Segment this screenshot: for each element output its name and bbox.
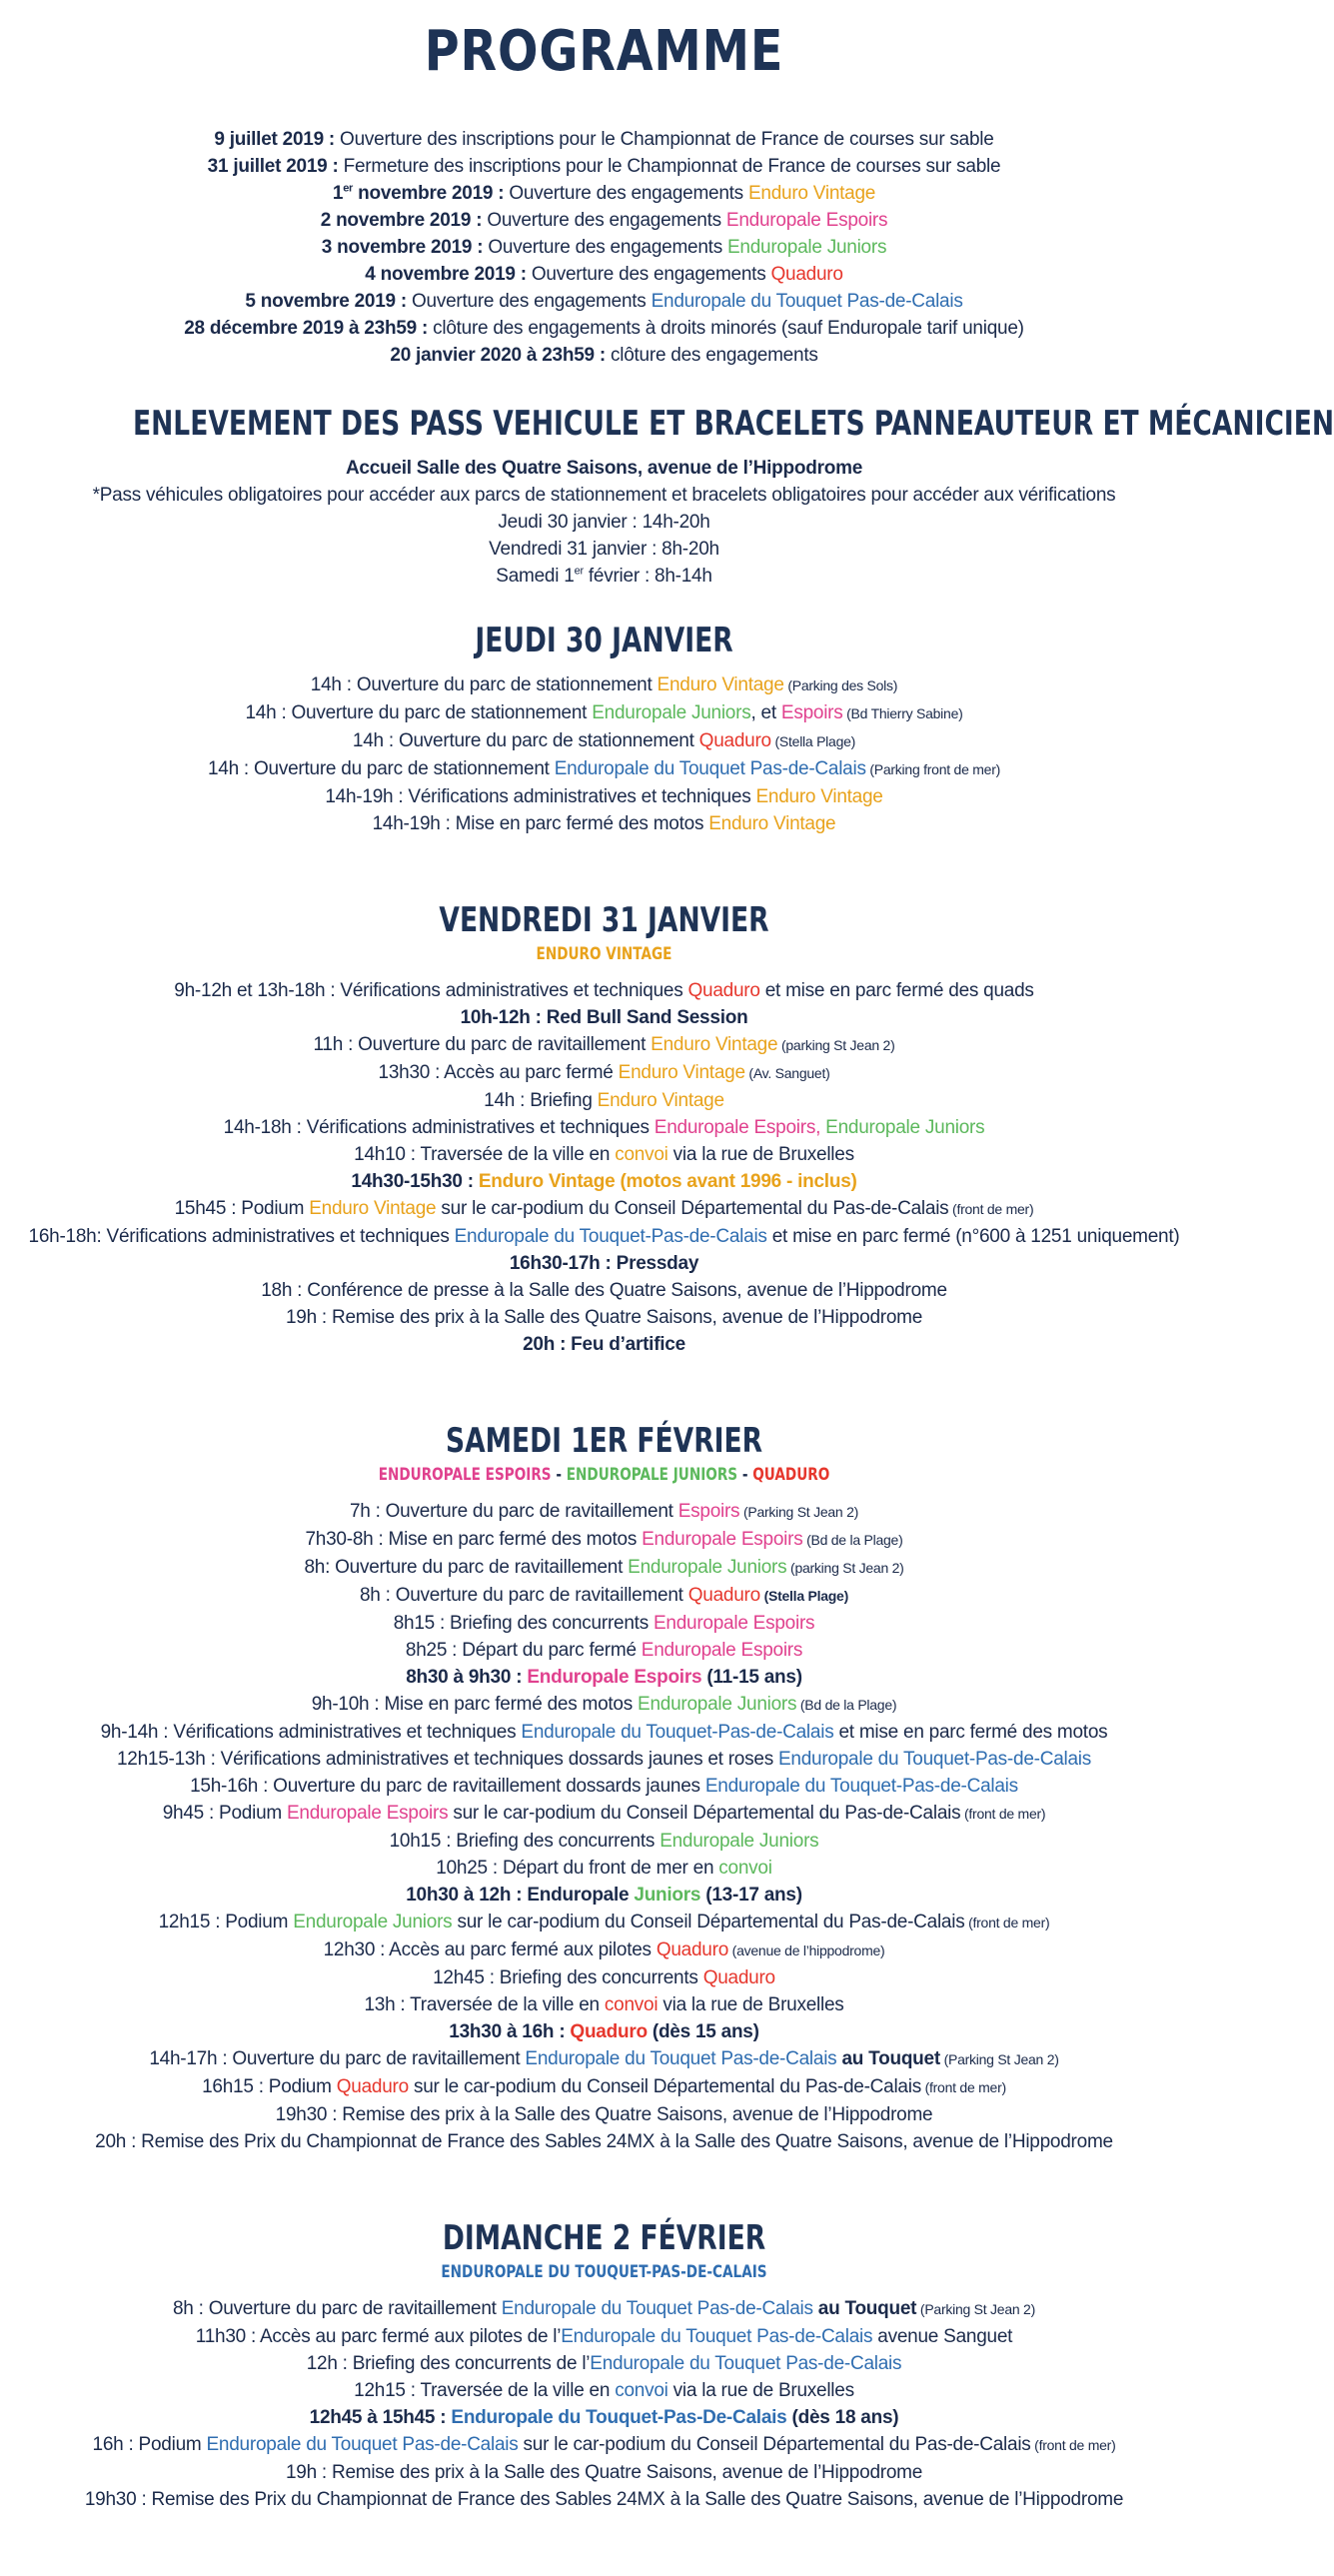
line-segment: 10h-12h : Red Bull Sand Session [460,1007,748,1028]
subheading-segment: ENDUROPALE DU TOUQUET-PAS-DE-CALAIS [441,2262,767,2282]
line-segment: 4 novembre 2019 : [365,264,532,285]
line-segment: convoi [718,1858,772,1879]
schedule-line [0,2459,1208,2486]
line-segment: 12h30 : Accès au parc fermé aux pilotes [323,1939,657,1960]
line-segment: er [343,182,354,195]
schedule-line [0,699,1208,727]
schedule-line [0,1582,1208,1610]
line-segment: (Av. Sanguet) [744,1065,830,1081]
line-segment: 16h-18h: Vérifications administratives et techniques [28,1226,455,1247]
line-segment: Espoirs [780,702,843,723]
line-segment: Enduropale Espoirs [725,210,888,231]
line-segment: 8h: Ouverture du parc de ravitaillement [304,1557,629,1578]
line-segment: Enduropale Juniors [628,1557,787,1578]
line-segment: (Bd de la Plage) [802,1532,903,1548]
line-segment: 10h30 à 12h : Enduropale [406,1885,635,1906]
line-segment: Quaduro [698,730,771,751]
subheading-segment: QUADURO [752,1465,830,1485]
line-segment: Juniors [634,1885,701,1906]
schedule-line [0,1610,1208,1637]
line-segment: via la rue de Bruxelles [667,1144,854,1165]
line-segment: Enduropale Espoirs [287,1803,449,1824]
line-segment: 16h30-17h : Pressday [509,1253,699,1274]
schedule-line [0,1991,1208,2018]
line-segment: Enduro Vintage [597,1090,724,1111]
line-segment: 8h : Ouverture du parc de ravitaillement [172,2298,502,2319]
line-segment: , et [750,702,781,723]
line-segment: 15h-16h : Ouverture du parc de ravitaillement dossards jaunes [190,1776,705,1797]
line-segment: 2 novembre 2019 : [320,210,488,231]
line-segment: février : 8h-14h [583,566,712,587]
line-segment: Enduro Vintage [708,813,836,834]
line-segment: convoi [604,1994,659,2015]
line-segment: 14h-19h : Vérifications administratives et techniques [325,786,756,807]
line-segment: 1 [332,183,344,204]
line-segment: (Stella Plage) [759,1588,849,1604]
line-segment: Enduro Vintage [309,1198,437,1219]
programme-sections [0,126,1334,2513]
line-segment: Jeudi 30 janvier : 14h-20h [498,512,710,533]
line-segment: 31 juillet 2019 : [207,156,344,177]
schedule-line [0,977,1208,1004]
section-samedi [0,1420,1208,2155]
line-segment: Enduropale du Touquet Pas-de-Calais [501,2298,813,2319]
line-segment: Enduro Vintage [651,1034,778,1055]
line-segment: Ouverture des engagements [411,291,652,312]
line-segment: 9 juillet 2019 : [214,129,341,150]
schedule-line [0,1087,1208,1114]
line-segment: 7h30-8h : Mise en parc fermé des motos [305,1529,643,1550]
line-segment: (11-15 ans) [701,1667,802,1688]
section-pass [0,403,1334,590]
line-segment: 19h : Remise des prix à la Salle des Quatre Saisons, avenue de l’Hippodrome [285,1307,923,1328]
line-segment: Quaduro [702,1967,775,1988]
line-segment: Enduropale Juniors [660,1831,819,1852]
section-vendredi [0,899,1208,1358]
line-segment: Enduropale du Touquet Pas-de-Calais [561,2326,873,2347]
schedule-line [0,315,1208,342]
line-segment: (front de mer) [948,1201,1034,1217]
line-segment: 12h15-13h : Vérifications administratives et techniques dossards jaunes et roses [116,1749,778,1770]
schedule-line [0,455,1208,482]
line-segment: 8h25 : Départ du parc fermé [405,1640,642,1661]
line-segment: (dès 15 ans) [647,2021,759,2042]
line-segment: sur le car-podium du Conseil Départemental du Pas-de-Calais [448,1803,961,1824]
schedule-line [0,234,1208,261]
schedule-line [0,207,1208,234]
section-dimanche [0,2217,1208,2513]
line-segment: 18h : Conférence de presse à la Salle des Quatre Saisons, avenue de l’Hippodrome [261,1280,947,1301]
schedule-line [0,1250,1208,1277]
schedule-line [0,1691,1208,1719]
schedule-line [0,2486,1208,2513]
line-segment: 14h : Ouverture du parc de stationnement [207,758,555,779]
schedule-line [0,536,1208,563]
schedule-line [0,126,1208,153]
line-segment: Ouverture des engagements [531,264,771,285]
line-segment: (Parking St Jean 2) [739,1504,859,1520]
schedule-line [0,1331,1208,1358]
schedule-line [0,1554,1208,1582]
schedule-line [0,783,1208,810]
schedule-line [0,288,1208,315]
schedule-line [0,1114,1208,1141]
subheading-segment: ENDUROPALE JUNIORS [566,1465,738,1485]
line-segment: Enduropale Juniors [638,1694,797,1715]
schedule-line [0,1882,1208,1909]
schedule-line [0,482,1208,509]
line-segment: novembre 2019 : [353,183,510,204]
line-segment: Enduro Vintage [755,786,883,807]
line-segment: convoi [615,2380,668,2401]
section-dates [0,126,1208,369]
line-segment: 8h30 à 9h30 : [406,1667,528,1688]
line-segment: Quaduro [687,980,760,1001]
line-segment: Enduropale du Touquet-Pas-de-Calais [777,1749,1092,1770]
line-segment: Enduropale Juniors [825,1117,985,1138]
line-segment: Fermeture des inscriptions pour le Championnat de France de courses sur sable [343,156,1001,177]
section-subheading [121,943,1087,965]
line-segment: 5 novembre 2019 : [245,291,412,312]
line-segment: 15h45 : Podium [174,1198,310,1219]
line-segment: Enduropale du Touquet-Pas-de-Calais [521,1722,834,1743]
line-segment: Vendredi 31 janvier : 8h-20h [489,539,719,560]
line-segment: Quaduro [687,1585,760,1606]
line-segment: 9h-14h : Vérifications administratives et techniques [100,1722,522,1743]
line-segment: et mise en parc fermé des quads [759,980,1034,1001]
schedule-line [0,1637,1208,1664]
line-segment: Enduropale du Touquet Pas-de-Calais [590,2353,902,2374]
line-segment: (front de mer) [1030,2437,1116,2453]
section-heading: VENDREDI 31 JANVIER [439,900,769,940]
subheading-segment: - [551,1465,567,1485]
line-segment: 20h : Feu d’artifice [523,1334,685,1355]
schedule-line [0,2101,1208,2128]
line-segment: (front de mer) [960,1806,1046,1822]
line-segment: via la rue de Bruxelles [667,2380,854,2401]
line-segment: (Stella Plage) [770,733,856,749]
schedule-line [0,1964,1208,1991]
schedule-line [0,2295,1208,2323]
schedule-line [0,1031,1208,1059]
line-segment: Accueil Salle des Quatre Saisons, avenue de l’Hippodrome [345,458,863,479]
line-segment: Enduropale Juniors [293,1912,453,1932]
line-segment: 13h : Traversée de la ville en [364,1994,605,2015]
schedule-line [0,1141,1208,1168]
line-segment: 12h45 à 15h45 : [309,2407,452,2428]
line-segment: 13h30 : Accès au parc fermé [378,1062,619,1083]
line-segment: 9h45 : Podium [162,1803,287,1824]
line-segment: *Pass véhicules obligatoires pour accéder aux parcs de stationnement et bracelets obligatoires pour accéder aux vérifications [92,485,1116,506]
line-segment: 8h : Ouverture du parc de ravitaillement [359,1585,688,1606]
subheading-segment: - [737,1465,753,1485]
line-segment: 12h15 : Traversée de la ville en [354,2380,616,2401]
line-segment: Enduropale du Touquet Pas-de-Calais [206,2434,519,2455]
line-segment: Ouverture des engagements [487,210,726,231]
schedule-line [0,261,1208,288]
line-segment: 7h : Ouverture du parc de ravitaillement [349,1501,678,1522]
line-segment: sur le car-podium du Conseil Départemental du Pas-de-Calais [518,2434,1031,2455]
line-segment: (Parking St Jean 2) [939,2051,1059,2067]
line-segment: 28 décembre 2019 à 23h59 : [184,318,434,339]
line-segment: 8h15 : Briefing des concurrents [393,1613,654,1634]
line-segment: 9h-10h : Mise en parc fermé des motos [311,1694,639,1715]
line-segment: Enduropale Espoirs [641,1640,803,1661]
line-segment: er [574,565,584,578]
line-segment: Enduropale du Touquet-Pas-de-Calais [704,1776,1018,1797]
line-segment: Quaduro [656,1939,729,1960]
line-segment: Espoirs [677,1501,740,1522]
schedule-line [0,2018,1208,2045]
section-jeudi [0,620,1208,837]
line-segment: (Parking front de mer) [865,761,1001,777]
line-segment: 16h15 : Podium [202,2076,337,2097]
line-segment: Enduropale Espoirs [642,1529,803,1550]
schedule-line [0,2073,1208,2101]
line-segment: Enduro Vintage [747,183,876,204]
line-segment: Quaduro [770,264,843,285]
schedule-line [0,2323,1208,2350]
line-segment: Ouverture des engagements [509,183,748,204]
schedule-line [0,1277,1208,1304]
line-segment: (front de mer) [964,1915,1050,1931]
line-segment: 19h30 : Remise des prix à la Salle des Quatre Saisons, avenue de l’Hippodrome [275,2104,933,2125]
schedule-line [0,2045,1208,2073]
line-segment: (Bd de la Plage) [796,1697,897,1713]
subheading-segment: ENDURO VINTAGE [536,944,672,964]
line-segment: Enduropale Espoirs [527,1667,702,1688]
line-segment: (parking St Jean 2) [777,1037,895,1053]
schedule-line [0,1909,1208,1936]
line-segment: 14h : Briefing [484,1090,598,1111]
line-segment: 14h : Ouverture du parc de stationnement [352,730,699,751]
schedule-line [0,727,1208,755]
line-segment: 16h : Podium [92,2434,207,2455]
line-segment: Enduropale du Touquet Pas-de-Calais [651,291,963,312]
schedule-line [0,810,1208,837]
line-segment: Enduropale du Touquet-Pas-De-Calais [451,2407,787,2428]
schedule-line [0,1664,1208,1691]
schedule-line [0,153,1208,180]
line-segment: clôture des engagements à droits minorés (sauf Enduropale tarif unique) [433,318,1024,339]
schedule-line [0,2404,1208,2431]
schedule-line [0,1195,1208,1223]
schedule-line [0,1936,1208,1964]
line-segment: et mise en parc fermé des motos [833,1722,1108,1743]
line-segment: 12h15 : Podium [158,1912,294,1932]
schedule-line [0,1719,1208,1746]
schedule-line [0,2377,1208,2404]
line-segment: 12h45 : Briefing des concurrents [433,1967,703,1988]
schedule-line [0,1004,1208,1031]
schedule-line [0,2431,1208,2459]
line-segment: Enduro Vintage [618,1062,745,1083]
line-segment: 14h30-15h30 : [351,1171,479,1192]
line-segment: Enduropale du Touquet Pas-de-Calais [554,758,866,779]
line-segment: 10h25 : Départ du front de mer en [436,1858,719,1879]
line-segment: (Parking St Jean 2) [916,2301,1035,2317]
schedule-line [0,1168,1208,1195]
line-segment: (avenue de l’hippodrome) [728,1942,885,1958]
line-segment: Enduro Vintage [657,674,784,695]
section-subheading [121,1464,1087,1486]
line-segment: Quaduro [336,2076,409,2097]
schedule-line [0,1304,1208,1331]
line-segment: 3 novembre 2019 : [321,237,489,258]
schedule-line [0,342,1208,369]
section-heading: DIMANCHE 2 FÉVRIER [442,2218,766,2258]
line-segment: au Touquet [812,2298,917,2319]
line-segment: 9h-12h et 13h-18h : Vérifications administratives et techniques [174,980,688,1001]
line-segment: 14h : Ouverture du parc de stationnement [245,702,593,723]
line-segment: 12h : Briefing des concurrents de l’ [306,2353,591,2374]
schedule-line [0,1526,1208,1554]
line-segment: (dès 18 ans) [786,2407,899,2428]
line-segment: convoi [615,1144,668,1165]
schedule-line [0,1223,1208,1250]
line-segment: avenue Sanguet [872,2326,1013,2347]
line-segment: 14h-18h : Vérifications administratives et techniques [223,1117,655,1138]
line-segment: Enduro Vintage (motos avant 1996 - inclus) [478,1171,857,1192]
schedule-line [0,180,1208,207]
schedule-line [0,1773,1208,1800]
line-segment: Ouverture des inscriptions pour le Championnat de France de courses sur sable [340,129,994,150]
line-segment: Samedi 1 [496,566,575,587]
section-heading: SAMEDI 1ER FÉVRIER [445,1421,763,1461]
line-segment: 14h-19h : Mise en parc fermé des motos [372,813,709,834]
line-segment: via la rue de Bruxelles [658,1994,844,2015]
schedule-line [0,1855,1208,1882]
line-segment: Enduropale du Touquet Pas-de-Calais [525,2048,837,2069]
line-segment: Enduropale du Touquet-Pas-de-Calais [454,1226,767,1247]
schedule-line [0,1828,1208,1855]
line-segment: 19h : Remise des prix à la Salle des Quatre Saisons, avenue de l’Hippodrome [285,2462,923,2483]
schedule-line [0,1800,1208,1828]
line-segment: (Bd Thierry Sabine) [842,705,963,721]
section-heading: JEUDI 30 JANVIER [475,621,733,660]
line-segment: Ouverture des engagements [488,237,727,258]
line-segment: 14h : Ouverture du parc de stationnement [310,674,658,695]
line-segment: 19h30 : Remise des Prix du Championnat de France des Sables 24MX à la Salle des Quatre Saisons, avenue de l’Hippodrome [84,2489,1124,2510]
line-segment: 14h-17h : Ouverture du parc de ravitaillement [149,2048,526,2069]
schedule-line [0,1498,1208,1526]
section-subheading [121,2261,1087,2283]
line-segment: clôture des engagements [610,345,818,366]
line-segment: Enduropale Espoirs [653,1613,815,1634]
schedule-line [0,1746,1208,1773]
line-segment: (parking St Jean 2) [786,1560,904,1576]
schedule-line [0,509,1208,536]
line-segment: Enduropale Juniors [726,237,887,258]
line-segment: sur le car-podium du Conseil Départemental du Pas-de-Calais [436,1198,949,1219]
schedule-line [0,2350,1208,2377]
line-segment: et mise en parc fermé (n°600 à 1251 uniquement) [766,1226,1180,1247]
schedule-line [0,1059,1208,1087]
line-segment: 10h15 : Briefing des concurrents [389,1831,661,1852]
subheading-segment: ENDUROPALE ESPOIRS [378,1465,552,1485]
line-segment: 20 janvier 2020 à 23h59 : [390,345,611,366]
schedule-line [0,2128,1208,2155]
line-segment: 11h : Ouverture du parc de ravitaillement [313,1034,652,1055]
line-segment: 11h30 : Accès au parc fermé aux pilotes de l’ [195,2326,562,2347]
schedule-line [0,563,1208,590]
line-segment: sur le car-podium du Conseil Départemental du Pas-de-Calais [408,2076,921,2097]
section-heading: ENLEVEMENT DES PASS VEHICULE ET BRACELETS PANNEAUTEUR ET MÉCANICIEN [132,404,1334,444]
line-segment: 13h30 à 16h : [449,2021,571,2042]
line-segment: Enduropale Espoirs, [654,1117,826,1138]
line-segment: au Touquet [836,2048,940,2069]
line-segment: 14h10 : Traversée de la ville en [354,1144,616,1165]
programme-page [0,18,1334,2513]
schedule-line [0,755,1208,783]
line-segment: Quaduro [570,2021,648,2042]
line-segment: sur le car-podium du Conseil Départemental du Pas-de-Calais [452,1912,965,1932]
line-segment: 20h : Remise des Prix du Championnat de France des Sables 24MX à la Salle des Quatre Saisons, avenue de l’Hippodrome [95,2131,1113,2152]
line-segment: (13-17 ans) [700,1885,802,1906]
schedule-line [0,671,1208,699]
line-segment: (front de mer) [920,2079,1006,2095]
line-segment: Enduropale Juniors [592,702,751,723]
page-title: PROGRAMME [424,19,784,84]
line-segment: (Parking des Sols) [783,677,898,693]
